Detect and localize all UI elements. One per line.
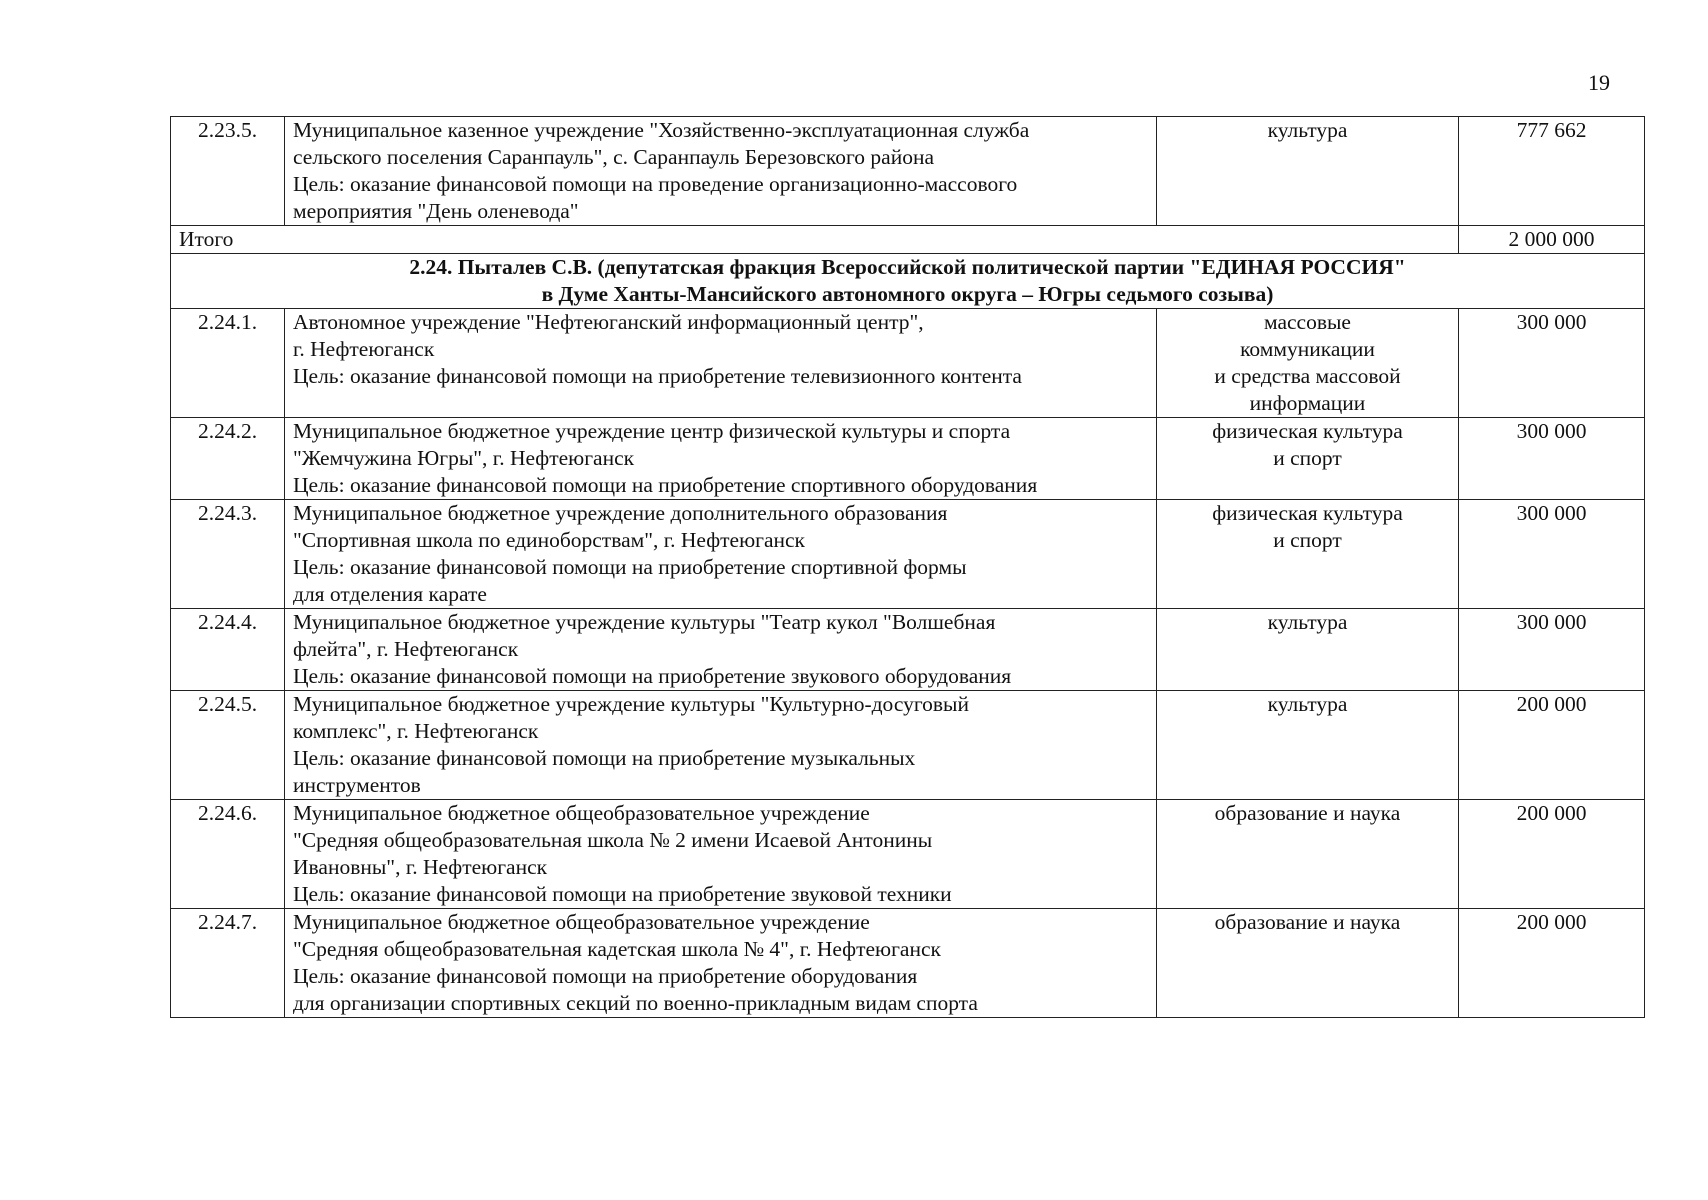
description-line: Муниципальное бюджетное учреждение культуры "Театр кукол "Волшебная (293, 610, 996, 634)
description-line: "Средняя общеобразовательная школа № 2 имени Исаевой Антонины (293, 828, 933, 852)
row-description (285, 909, 1157, 1018)
row-number: 2.24.1. (171, 309, 285, 418)
description-line: Ивановны", г. Нефтеюганск (293, 855, 548, 879)
row-description (285, 117, 1157, 226)
sphere-line: массовые (1264, 310, 1351, 334)
description-line: флейта", г. Нефтеюганск (293, 637, 519, 661)
section-heading-line-2: в Думе Ханты-Мансийского автономного округа – Югры седьмого созыва) (541, 282, 1274, 306)
table-row (171, 117, 1645, 226)
section-heading (171, 254, 1645, 309)
row-amount: 200 000 (1459, 909, 1645, 1018)
row-amount: 200 000 (1459, 691, 1645, 800)
description-line: Муниципальное бюджетное учреждение центр физической культуры и спорта (293, 419, 1011, 443)
row-amount: 300 000 (1459, 609, 1645, 691)
row-number: 2.24.6. (171, 800, 285, 909)
description-line: Муниципальное казенное учреждение "Хозяйственно-эксплуатационная служба (293, 118, 1030, 142)
row-amount: 200 000 (1459, 800, 1645, 909)
row-amount: 777 662 (1459, 117, 1645, 226)
description-line: Цель: оказание финансовой помощи на приобретение телевизионного контента (293, 364, 1022, 388)
sphere-line: образование и наука (1214, 910, 1401, 934)
description-line: Муниципальное бюджетное учреждение культуры "Культурно-досуговый (293, 692, 969, 716)
table-row (171, 800, 1645, 909)
sphere-line: физическая культура (1212, 501, 1403, 525)
row-number: 2.24.2. (171, 418, 285, 500)
table-row (171, 418, 1645, 500)
description-line: г. Нефтеюганск (293, 337, 435, 361)
table-row (171, 500, 1645, 609)
total-row (171, 226, 1645, 254)
table-row (171, 909, 1645, 1018)
description-line: Цель: оказание финансовой помощи на приобретение спортивного оборудования (293, 473, 1038, 497)
page-number: 19 (1588, 70, 1610, 95)
row-number: 2.24.4. (171, 609, 285, 691)
description-line: Муниципальное бюджетное учреждение дополнительного образования (293, 501, 948, 525)
table-row (171, 609, 1645, 691)
sphere-line: культура (1267, 692, 1348, 716)
description-line: Цель: оказание финансовой помощи на приобретение звукового оборудования (293, 664, 1012, 688)
table-row (171, 309, 1645, 418)
description-line: комплекс", г. Нефтеюганск (293, 719, 539, 743)
row-number: 2.24.5. (171, 691, 285, 800)
row-description (285, 418, 1157, 500)
row-amount: 300 000 (1459, 418, 1645, 500)
sphere-line: информации (1249, 391, 1366, 415)
sphere-line: коммуникации (1240, 337, 1375, 361)
description-line: для отделения карате (293, 582, 487, 606)
row-sphere (1157, 691, 1459, 800)
description-line: Автономное учреждение "Нефтеюганский информационный центр", (293, 310, 924, 334)
row-description (285, 500, 1157, 609)
description-line: Цель: оказание финансовой помощи на приобретение звуковой техники (293, 882, 952, 906)
sphere-line: образование и наука (1214, 801, 1401, 825)
description-line: для организации спортивных секций по военно-прикладным видам спорта (293, 991, 978, 1015)
description-line: "Жемчужина Югры", г. Нефтеюганск (293, 446, 635, 470)
table-body-section-2-24 (171, 309, 1645, 1018)
row-number: 2.24.7. (171, 909, 285, 1018)
description-line: Цель: оказание финансовой помощи на приобретение спортивной формы (293, 555, 967, 579)
sphere-line: физическая культура (1212, 419, 1403, 443)
sphere-line: культура (1267, 610, 1348, 634)
row-description (285, 691, 1157, 800)
row-description (285, 309, 1157, 418)
row-amount: 300 000 (1459, 500, 1645, 609)
description-line: мероприятия "День оленевода" (293, 199, 579, 223)
funding-table (170, 116, 1645, 1018)
section-heading-line-1: 2.24. Пыталев С.В. (депутатская фракция Всероссийской политической партии "ЕДИНАЯ РОССИЯ" (409, 255, 1406, 279)
description-line: Муниципальное бюджетное общеобразовательное учреждение (293, 910, 870, 934)
table-row (171, 691, 1645, 800)
row-description (285, 609, 1157, 691)
sphere-line: и средства массовой (1214, 364, 1401, 388)
row-sphere (1157, 309, 1459, 418)
row-sphere (1157, 117, 1459, 226)
row-number: 2.24.3. (171, 500, 285, 609)
description-line: Цель: оказание финансовой помощи на приобретение оборудования (293, 964, 918, 988)
description-line: Цель: оказание финансовой помощи на проведение организационно-массового (293, 172, 1018, 196)
sphere-line: и спорт (1273, 528, 1342, 552)
row-sphere (1157, 418, 1459, 500)
row-sphere (1157, 800, 1459, 909)
description-line: Муниципальное бюджетное общеобразовательное учреждение (293, 801, 870, 825)
row-number: 2.23.5. (171, 117, 285, 226)
total-label: Итого (171, 226, 1459, 254)
section-heading-row (171, 254, 1645, 309)
sphere-line: и спорт (1273, 446, 1342, 470)
total-amount: 2 000 000 (1459, 226, 1645, 254)
description-line: инструментов (293, 773, 421, 797)
description-line: "Средняя общеобразовательная кадетская школа № 4", г. Нефтеюганск (293, 937, 941, 961)
sphere-line: культура (1267, 118, 1348, 142)
row-sphere (1157, 609, 1459, 691)
description-line: Цель: оказание финансовой помощи на приобретение музыкальных (293, 746, 916, 770)
table-body-total-and-section (171, 226, 1645, 309)
description-line: "Спортивная школа по единоборствам", г. Нефтеюганск (293, 528, 806, 552)
table-body-previous-section (171, 117, 1645, 226)
row-amount: 300 000 (1459, 309, 1645, 418)
row-description (285, 800, 1157, 909)
row-sphere (1157, 500, 1459, 609)
row-sphere (1157, 909, 1459, 1018)
description-line: сельского поселения Саранпауль", с. Саранпауль Березовского района (293, 145, 935, 169)
